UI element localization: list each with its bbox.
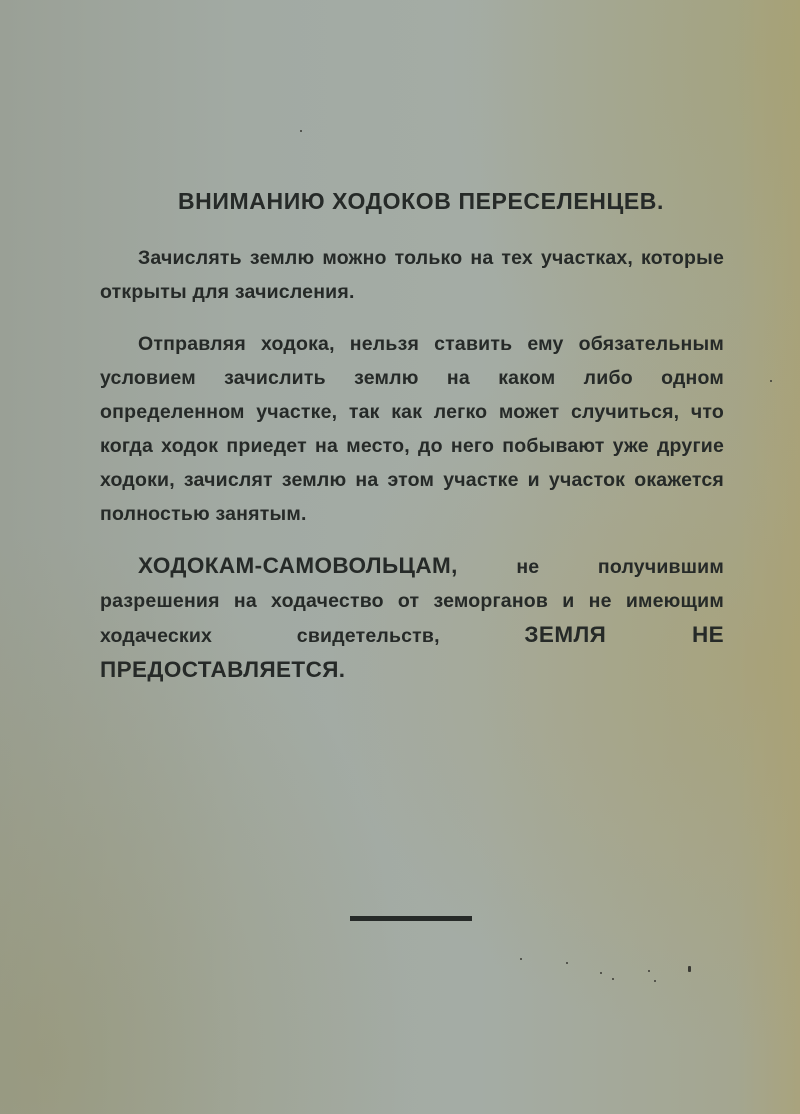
emphasis-unauthorized-walkers: ХОДОКАМ-САМОВОЛЬЦАМ, (138, 553, 458, 578)
notice-text (100, 188, 724, 688)
divider-rule (350, 916, 472, 921)
notice-heading: ВНИМАНИЮ ХОДОКОВ ПЕРЕСЕЛЕНЦЕВ. (177, 188, 665, 214)
paragraph-unauthorized-walkers (100, 549, 724, 688)
paragraph-walker-warning: Отправляя ходока, нельзя ставить ему обязательным условием зачислить землю на каком либо одном определенном участке, так как легко может случиться, что когда ходок приедет на место, до него побывают уже другие ходоки, зачислят землю на этом участке и участок окажется полностью занятым. (100, 333, 724, 525)
emphasis-land-not-granted: ЗЕМЛЯ НЕ ПРЕДОСТАВЛЯЕТСЯ. (100, 622, 724, 682)
paragraph-unauthorized-body: не получившим разрешения на ходачество от земорганов и не имеющим ходаческих свидетельств, (100, 556, 724, 647)
paragraph-allotment-rule: Зачислять землю можно только на тех участках, которые открыты для зачисления. (100, 247, 724, 303)
